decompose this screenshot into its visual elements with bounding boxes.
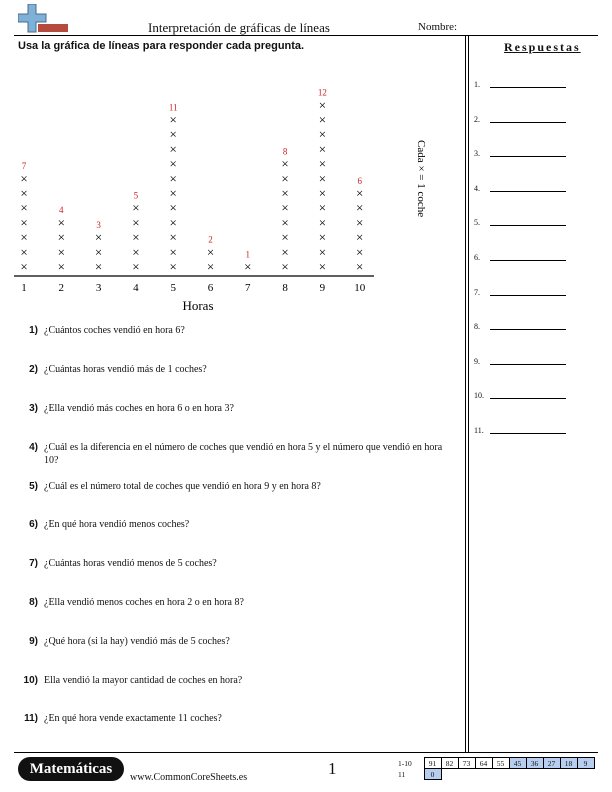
website-text: www.CommonCoreSheets.es <box>130 772 248 783</box>
x-mark: × <box>169 244 177 260</box>
instructions: Usa la gráfica de líneas para responder cada pregunta. <box>18 40 305 52</box>
question-number: 9) <box>29 636 38 647</box>
x-mark: × <box>281 170 289 186</box>
x-mark: × <box>169 112 177 127</box>
x-mark: × <box>132 244 140 260</box>
tick-label: 8 <box>282 282 288 294</box>
x-mark: × <box>57 244 65 260</box>
score-cell: 64 <box>475 758 492 769</box>
x-mark: × <box>169 214 177 230</box>
key-label: Cada × = 1 coche <box>415 140 427 218</box>
x-mark: × <box>132 200 140 216</box>
x-mark: × <box>244 259 252 274</box>
answer-number: 2. <box>474 114 480 124</box>
count-label: 4 <box>59 205 64 216</box>
score-cell: 18 <box>560 758 577 769</box>
answer-blank[interactable] <box>490 364 566 365</box>
answer-number: 11. <box>474 426 484 435</box>
x-mark: × <box>318 156 327 172</box>
page-number: 1 <box>328 759 337 778</box>
x-mark: × <box>20 259 28 274</box>
x-mark: × <box>169 141 177 157</box>
x-mark: × <box>356 200 364 216</box>
answers-title: Respuestas <box>504 40 581 54</box>
x-mark: × <box>281 200 289 216</box>
answer-line[interactable] <box>474 426 594 435</box>
question-text: ¿Ella vendió más coches en hora 6 o en hora 3? <box>44 403 234 414</box>
x-mark: × <box>94 244 103 260</box>
score-cell: 45 <box>509 758 526 769</box>
question-number: 1) <box>29 325 38 336</box>
answer-line[interactable] <box>474 218 594 227</box>
x-mark: × <box>281 229 289 245</box>
question-item <box>18 518 458 531</box>
tick-label: 9 <box>319 282 326 294</box>
x-mark: × <box>318 97 327 113</box>
x-mark: × <box>318 185 327 201</box>
answer-blank[interactable] <box>490 329 566 330</box>
x-mark: × <box>132 229 140 245</box>
question-item <box>18 441 458 467</box>
x-mark: × <box>57 229 65 245</box>
answer-number: 1. <box>474 80 480 89</box>
x-mark: × <box>206 259 215 274</box>
x-mark: × <box>169 170 177 186</box>
question-text: ¿Cuántas horas vendió menos de 5 coches? <box>44 558 217 569</box>
question-item <box>18 635 458 648</box>
name-label: Nombre: <box>418 21 458 33</box>
line-plot <box>0 88 460 313</box>
count-label: 5 <box>133 190 139 201</box>
x-mark: × <box>281 214 289 230</box>
score-cell: 27 <box>543 758 560 769</box>
x-mark: × <box>20 200 28 216</box>
question-number: 6) <box>29 519 38 530</box>
x-mark: × <box>20 244 28 260</box>
count-label: 11 <box>168 102 178 113</box>
answer-number: 8. <box>474 322 480 332</box>
question-number: 3) <box>29 403 38 414</box>
x-mark: × <box>356 185 364 201</box>
tick-label: 4 <box>133 282 139 294</box>
score-cell: 36 <box>526 758 543 769</box>
question-number: 7) <box>29 558 38 569</box>
x-mark: × <box>94 259 103 274</box>
answer-line[interactable] <box>474 253 594 262</box>
x-mark: × <box>206 244 215 260</box>
x-mark: × <box>57 259 65 274</box>
x-mark: × <box>318 244 327 260</box>
answer-line[interactable] <box>474 80 594 89</box>
question-item <box>18 557 458 570</box>
question-item <box>18 402 458 415</box>
score-table <box>398 757 595 780</box>
answer-number: 3. <box>474 149 480 159</box>
answer-line[interactable] <box>474 322 594 331</box>
score-cell: 55 <box>492 758 509 769</box>
question-text: ¿Qué hora (si la hay) vendió más de 5 coches? <box>44 636 230 647</box>
x-mark: × <box>169 156 177 172</box>
score-cell: 73 <box>458 758 475 769</box>
count-label: 2 <box>208 234 213 245</box>
answer-line[interactable] <box>474 288 594 297</box>
count-label: 7 <box>21 161 27 172</box>
page-title: Interpretación de gráficas de líneas <box>148 20 330 35</box>
count-label: 12 <box>317 88 327 98</box>
footer-rule <box>14 752 598 753</box>
score-row-label: 1-10 <box>398 758 412 768</box>
x-mark: × <box>356 259 364 274</box>
score-cell: 9 <box>577 758 594 769</box>
question-number: 4) <box>29 442 38 453</box>
brand-badge: Matemáticas <box>18 757 124 781</box>
x-mark: × <box>94 229 103 245</box>
answer-blank[interactable] <box>490 122 566 123</box>
x-mark: × <box>281 259 289 274</box>
x-mark: × <box>356 214 364 230</box>
answer-number: 6. <box>474 253 480 262</box>
question-text: ¿En qué hora vendió menos coches? <box>44 519 190 530</box>
count-label: 1 <box>245 249 251 260</box>
x-mark: × <box>356 229 364 245</box>
question-item <box>18 324 458 337</box>
x-mark: × <box>169 200 177 216</box>
answer-number: 10. <box>474 391 484 401</box>
x-mark: × <box>318 229 327 245</box>
x-mark: × <box>169 229 177 245</box>
answer-number: 9. <box>474 356 480 366</box>
x-mark: × <box>169 185 177 201</box>
x-mark: × <box>318 259 327 274</box>
question-text: ¿Cuántas horas vendió más de 1 coches? <box>44 364 207 375</box>
header-rule <box>14 35 598 36</box>
question-item <box>18 363 458 376</box>
answer-blank[interactable] <box>490 295 566 296</box>
column-divider <box>465 36 466 752</box>
x-mark: × <box>169 126 177 142</box>
answer-blank[interactable] <box>490 156 566 157</box>
score-cell: 91 <box>424 758 441 769</box>
question-number: 11) <box>24 713 38 724</box>
x-mark: × <box>318 170 327 186</box>
answer-blank[interactable] <box>490 398 566 399</box>
answer-blank[interactable] <box>490 191 566 192</box>
answer-line[interactable] <box>474 115 594 124</box>
answer-blank[interactable] <box>490 225 566 226</box>
question-number: 5) <box>29 481 38 492</box>
count-label: 6 <box>357 175 362 186</box>
x-mark: × <box>57 214 65 230</box>
score-row-label: 11 <box>398 769 406 779</box>
x-mark: × <box>318 112 327 127</box>
x-mark: × <box>169 259 177 274</box>
x-mark: × <box>318 200 327 216</box>
count-label: 3 <box>96 219 101 230</box>
score-cell: 82 <box>441 758 458 769</box>
x-mark: × <box>132 259 140 274</box>
x-mark: × <box>20 185 28 201</box>
answer-number: 4. <box>474 183 480 193</box>
question-item <box>18 712 458 725</box>
score-cell: 0 <box>424 769 441 780</box>
x-mark: × <box>281 185 289 201</box>
x-mark: × <box>356 244 364 260</box>
column-divider <box>468 36 469 752</box>
question-item <box>18 596 458 609</box>
x-mark: × <box>20 170 28 186</box>
x-mark: × <box>318 214 327 230</box>
question-item <box>18 674 458 687</box>
x-mark: × <box>132 214 140 230</box>
question-text: ¿Cuántos coches vendió en hora 6? <box>44 325 185 336</box>
answer-line[interactable] <box>474 391 594 400</box>
x-mark: × <box>318 126 327 142</box>
answer-line[interactable] <box>474 149 594 158</box>
tick-label: 10 <box>354 282 366 294</box>
question-text: Ella vendió la mayor cantidad de coches en hora? <box>44 675 243 686</box>
question-number: 10) <box>23 675 38 686</box>
answer-blank[interactable] <box>490 433 566 434</box>
x-mark: × <box>281 244 289 260</box>
answer-line[interactable] <box>474 184 594 193</box>
answer-line[interactable] <box>474 357 594 366</box>
question-text: ¿Cuál es el número total de coches que vendió en hora 9 y en hora 8? <box>44 481 321 492</box>
tick-label: 7 <box>245 282 251 294</box>
x-mark: × <box>281 156 289 172</box>
x-axis-label: Horas <box>182 298 214 313</box>
x-mark: × <box>20 214 28 230</box>
answer-number: 7. <box>474 287 480 297</box>
x-mark: × <box>318 141 327 157</box>
x-mark: × <box>20 229 28 245</box>
tick-label: 5 <box>170 282 176 294</box>
tick-label: 1 <box>21 282 27 294</box>
answer-number: 5. <box>474 218 480 228</box>
answer-blank[interactable] <box>490 260 566 261</box>
question-text: ¿Cuál es la diferencia en el número de coches que vendió en hora 5 y el número que vendió en hora 10? <box>44 442 443 466</box>
tick-label: 2 <box>58 282 65 294</box>
question-item <box>18 480 458 493</box>
plus-logo-icon <box>18 4 70 34</box>
question-number: 2) <box>29 364 38 375</box>
count-label: 8 <box>282 146 288 157</box>
tick-label: 6 <box>207 282 214 294</box>
question-text: ¿Ella vendió menos coches en hora 2 o en hora 8? <box>44 597 244 608</box>
tick-label: 3 <box>95 282 102 294</box>
answer-blank[interactable] <box>490 87 566 88</box>
question-number: 8) <box>29 597 38 608</box>
question-text: ¿En qué hora vende exactamente 11 coches? <box>44 713 222 724</box>
